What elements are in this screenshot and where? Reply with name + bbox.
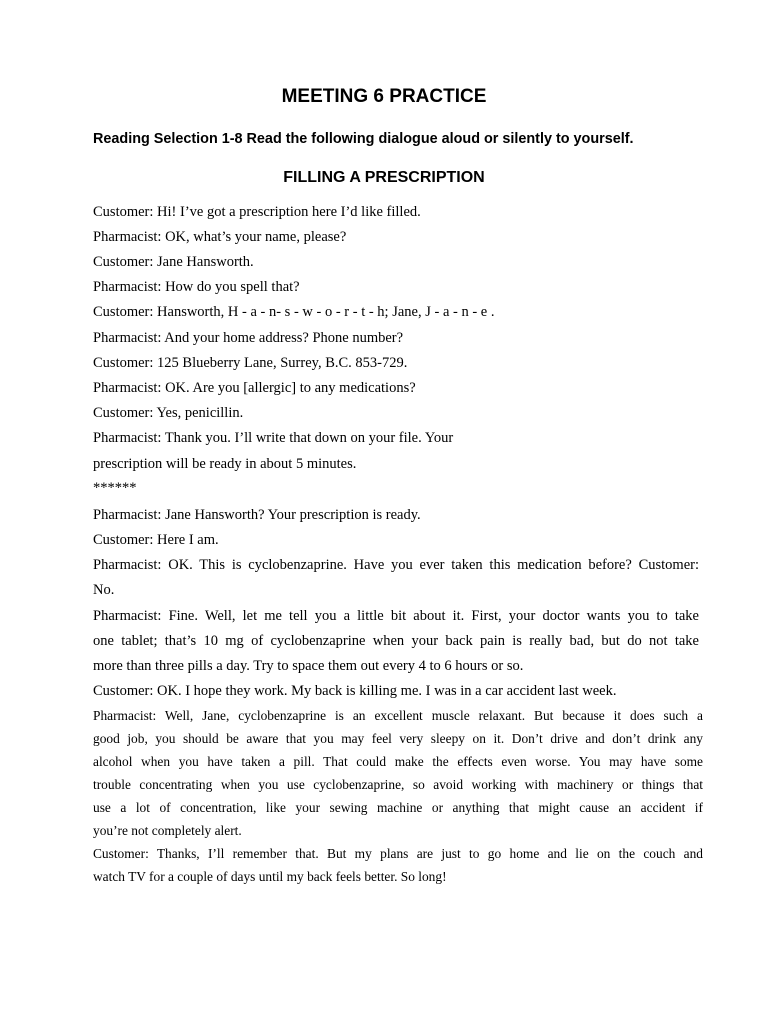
dialogue-line: Pharmacist: Fine. Well, let me tell you a little bit about it. First, your doctor wants you to take [93, 608, 699, 624]
dialogue-line: prescription will be ready in about 5 minutes. [93, 456, 357, 472]
dialogue-line: Customer: Jane Hansworth. [93, 254, 254, 270]
dialogue-line: Pharmacist: Thank you. I’ll write that down on your file. Your [93, 430, 454, 446]
dialogue-line: Customer: Hansworth, H - a - n- s - w - o - r - t - h; Jane, J - a - n - e . [93, 304, 495, 320]
dialogue-line: Pharmacist: OK. Are you [allergic] to any medications? [93, 380, 416, 396]
dialogue-line: alcohol when you have taken a pill. That could make the effects even worse. You may have some [93, 754, 703, 769]
dialogue-line: Pharmacist: Jane Hansworth? Your prescription is ready. [93, 507, 421, 523]
dialogue-line: Pharmacist: And your home address? Phone number? [93, 330, 404, 346]
dialogue-title: FILLING A PRESCRIPTION [283, 169, 485, 186]
dialogue-line: Customer: 125 Blueberry Lane, Surrey, B.C. 853-729. [93, 355, 408, 371]
dialogue-line: Customer: Here I am. [93, 532, 219, 548]
dialogue-line: watch TV for a couple of days until my back feels better. So long! [93, 869, 447, 884]
dialogue-line: Pharmacist: OK, what’s your name, please? [93, 229, 347, 245]
dialogue-line: you’re not completely alert. [93, 823, 242, 838]
dialogue-line: Pharmacist: OK. This is cyclobenzaprine. Have you ever taken this medication before? Customer: [93, 557, 699, 573]
dialogue-line: one tablet; that’s 10 mg of cyclobenzaprine when your back pain is really bad, but do not take [93, 633, 699, 649]
page-title: MEETING 6 PRACTICE [281, 86, 487, 107]
dialogue-line: Customer: Hi! I’ve got a prescription here I’d like filled. [93, 204, 421, 220]
dialogue-line: No. [93, 582, 115, 598]
section-separator: ****** [93, 480, 137, 496]
dialogue-line: good job, you should be aware that you may feel very sleepy on it. Don’t drive and don’t drink any [93, 731, 703, 746]
dialogue-line: Customer: Yes, penicillin. [93, 405, 244, 421]
dialogue-line: trouble concentrating when you use cyclobenzaprine, so avoid working with machinery or things that [93, 777, 703, 792]
reading-instruction: Reading Selection 1-8 Read the following dialogue aloud or silently to yourself. [93, 131, 634, 147]
dialogue-line: Pharmacist: How do you spell that? [93, 279, 300, 295]
dialogue-line: more than three pills a day. Try to space them out every 4 to 6 hours or so. [93, 658, 524, 674]
dialogue-line: Customer: OK. I hope they work. My back is killing me. I was in a car accident last week. [93, 683, 617, 699]
dialogue-line: Customer: Thanks, I’ll remember that. But my plans are just to go home and lie on the couch and [93, 846, 703, 861]
dialogue-line: use a lot of concentration, like your sewing machine or anything that might cause an accident if [93, 800, 703, 815]
dialogue-line: Pharmacist: Well, Jane, cyclobenzaprine is an excellent muscle relaxant. But because it does such a [93, 708, 703, 723]
